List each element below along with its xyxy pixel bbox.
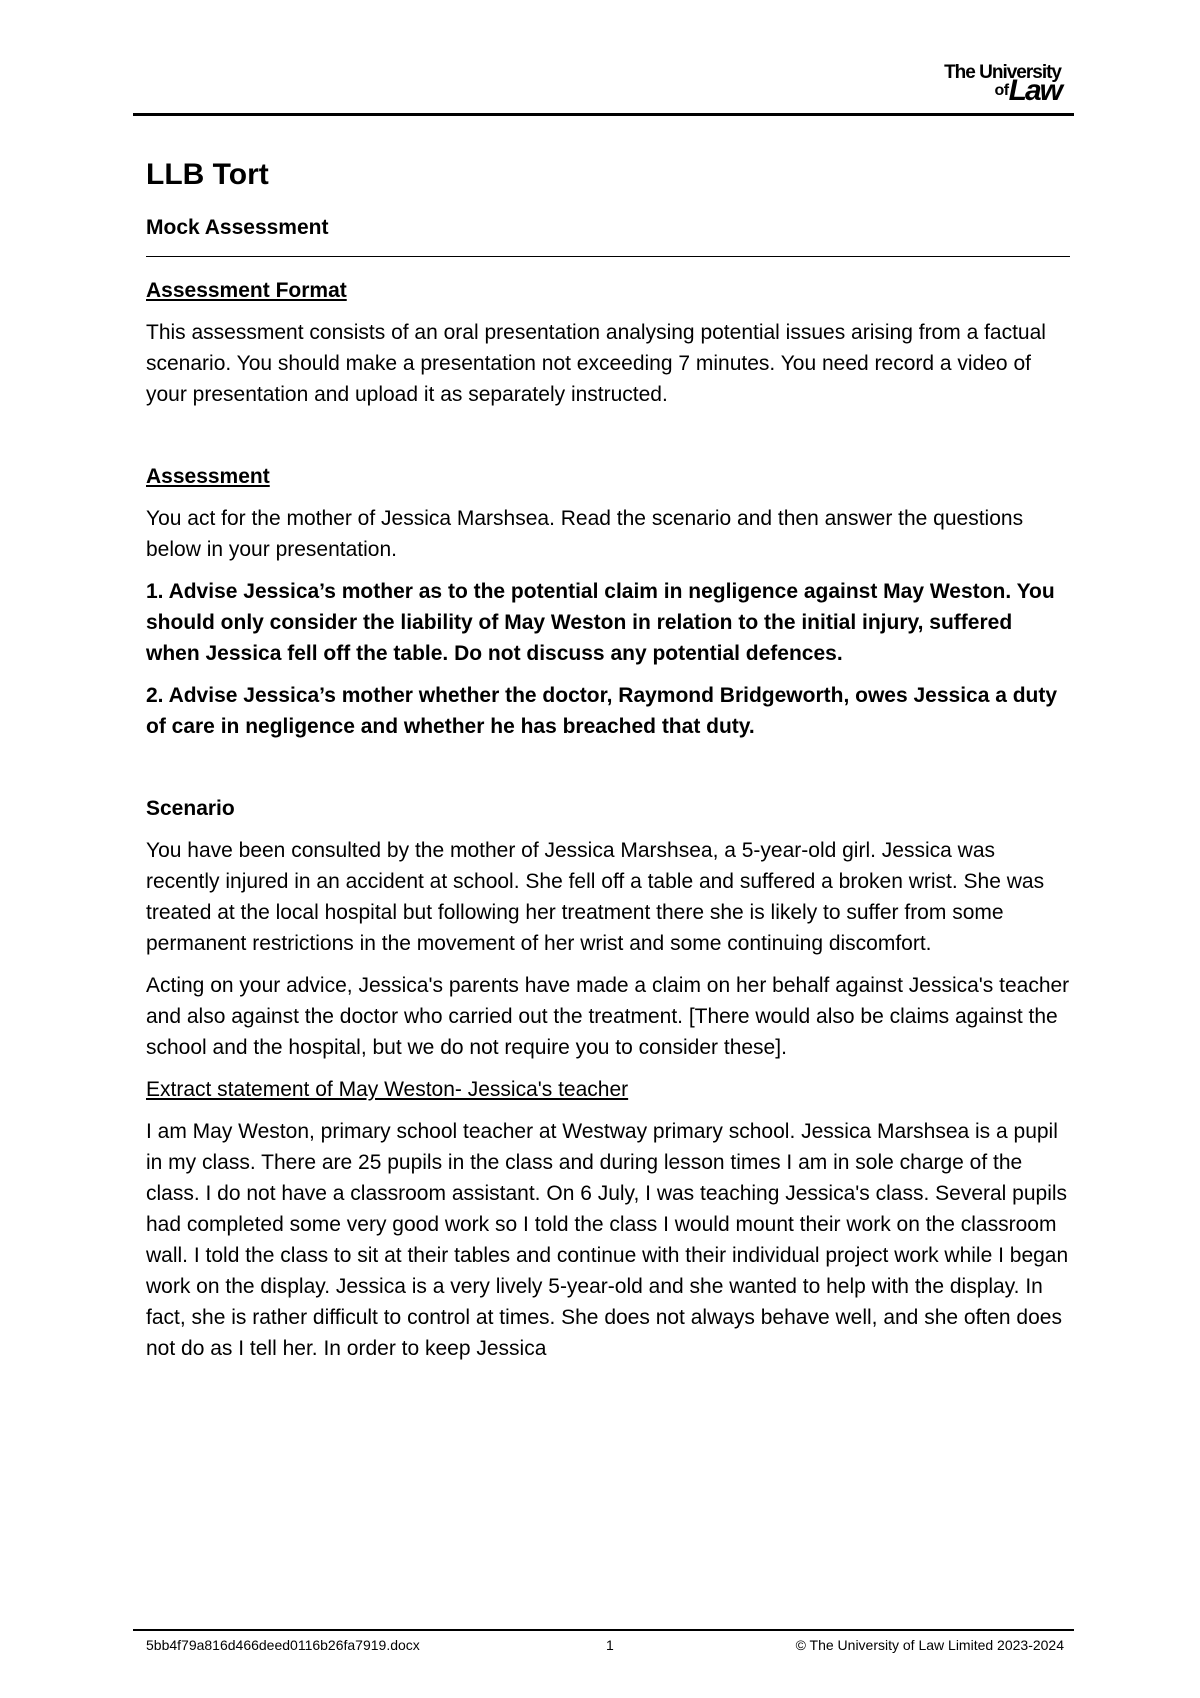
scenario-paragraph-2: Acting on your advice, Jessica's parents have made a claim on her behalf against Jessica's teacher and also against the doctor who carried out the treatment. [There would also be claims against the school and the hospital, but we do not require you to consider these].: [146, 974, 1070, 1059]
format-text: This assessment consists of an oral presentation analysing potential issues arising from a factual scenario. You should make a presentation not exceeding 7 minutes. You need record a video of your presentation and upload it as separately instructed.: [146, 321, 1046, 406]
footer-copyright: © The University of Law Limited 2023-2024: [795, 1637, 1064, 1653]
scenario-heading: Scenario: [146, 797, 235, 820]
scenario-paragraph-1: You have been consulted by the mother of Jessica Marshsea, a 5-year-old girl. Jessica was recently injured in an accident at school. She fell off a table and suffered a broken wrist. She was treated at the local hospital but following her treatment there she is likely to suffer from some permanent restrictions in the movement of her wrist and some continuing discomfort.: [146, 839, 1045, 955]
document-subtitle: Mock Assessment: [146, 216, 329, 239]
question-2: 2. Advise Jessica’s mother whether the doctor, Raymond Bridgeworth, owes Jessica a duty of care in negligence and whether he has breached that duty.: [146, 684, 1058, 738]
document-body: [146, 155, 1070, 1375]
format-heading: Assessment Format: [146, 279, 347, 302]
statement-paragraph: I am May Weston, primary school teacher at Westway primary school. Jessica Marshsea is a pupil in my class. There are 25 pupils in the class and during lesson times I am in sole charge of the class. I do not have a classroom assistant. On 6 July, I was teaching Jessica's class. Several pupils had completed some very good work so I told the class I would mount their work on the classroom wall. I told the class to sit at their tables and continue with their individual project work while I began work on the display. Jessica is a very lively 5-year-old and she wanted to help with the display. In fact, she is rather difficult to control at times. She does not always behave well, and she often does not do as I tell her. In order to keep Jessica: [146, 1120, 1069, 1360]
extract-heading: Extract statement of May Weston- Jessica's teacher: [146, 1078, 629, 1101]
spacer: [146, 753, 1070, 793]
footer-divider: [133, 1629, 1074, 1631]
logo-law: Law: [1008, 74, 1061, 107]
document-title: LLB Tort: [146, 158, 269, 191]
header-divider: [133, 113, 1074, 116]
question-1: 1. Advise Jessica’s mother as to the potential claim in negligence against May Weston. You should only consider the liability of May Weston in relation to the initial injury, suffered when Jessica fell off the table. Do not discuss any potential defences.: [146, 580, 1055, 665]
footer-page-number: 1: [606, 1637, 614, 1653]
logo-line-top: The University: [944, 62, 1061, 83]
university-logo: [944, 64, 1061, 109]
spacer: [146, 421, 1070, 461]
logo-of: of: [994, 82, 1009, 99]
assessment-intro: You act for the mother of Jessica Marshsea. Read the scenario and then answer the questions below in your presentation.: [146, 507, 1024, 561]
assessment-heading: Assessment: [146, 465, 270, 488]
subtitle-divider: [146, 256, 1070, 257]
footer-filename: 5bb4f79a816d466deed0116b26fa7919.docx: [146, 1637, 420, 1653]
